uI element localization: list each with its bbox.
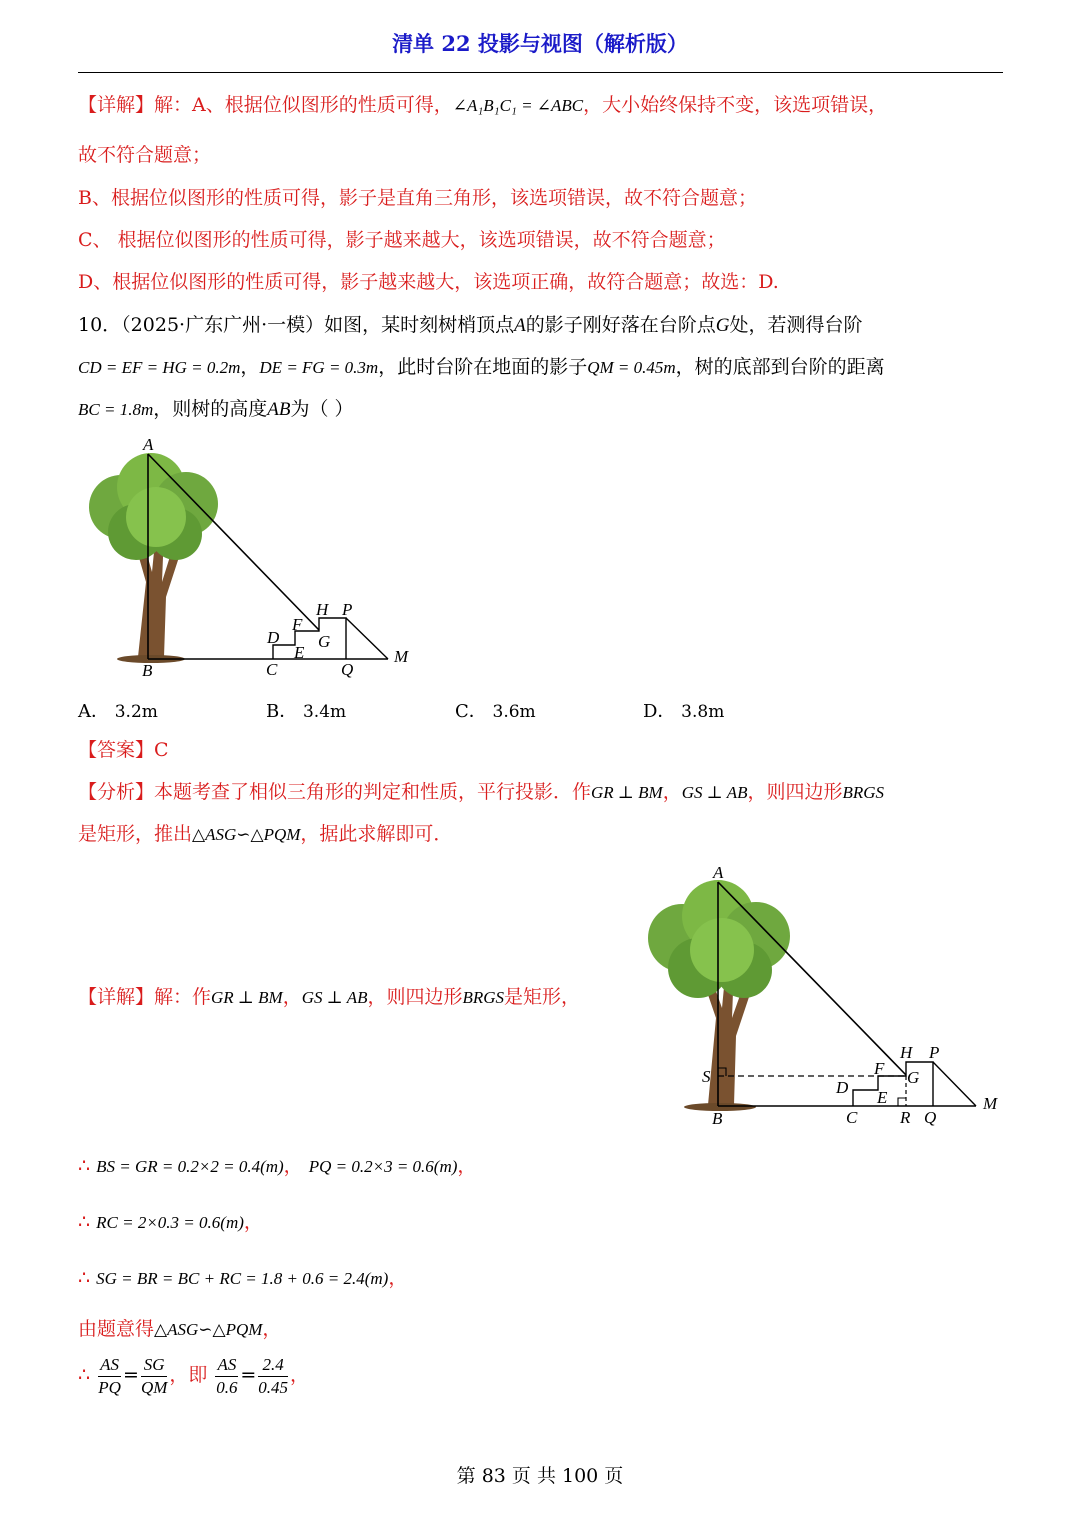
label2-C: C bbox=[846, 1108, 858, 1127]
answer-line: 【答案】C bbox=[78, 739, 169, 761]
label-F: F bbox=[292, 615, 303, 634]
label2-B: B bbox=[712, 1109, 723, 1128]
label-H: H bbox=[316, 600, 329, 619]
solution-step2: ∴ RC = 2×0.3 = 0.6(m)， bbox=[78, 1211, 263, 1233]
segment-PM-2 bbox=[933, 1062, 976, 1106]
label2-D: D bbox=[836, 1078, 849, 1097]
label-D: D bbox=[267, 628, 280, 647]
figure1-diagram bbox=[76, 432, 421, 682]
stairs-2 bbox=[853, 1062, 933, 1106]
label-E: E bbox=[294, 643, 305, 662]
label-C: C bbox=[266, 660, 278, 679]
prev-detail-line5: D、根据位似图形的性质可得，影子越来越大，该选项正确，故符合题意；故选：D. bbox=[78, 271, 779, 293]
question-line2: CD = EF = HG = 0.2m，DE = FG = 0.3m，此时台阶在地面的影子QM = 0.45m，树的底部到台阶的距离 bbox=[78, 356, 885, 378]
page-header-title: 清单 22 投影与视图（解析版） bbox=[392, 31, 688, 56]
solution-step5: ∴ $\frac{AS}{PQ}$ = $\frac{SG}{QM}$ ，即 $\frac{AS}{0.6}$ = $\frac{2.4}{0.45}$ ， bbox=[78, 1354, 310, 1397]
tree-illustration bbox=[89, 453, 218, 663]
label-G: G bbox=[318, 632, 331, 651]
label2-E: E bbox=[877, 1088, 888, 1107]
analysis-line2: 是矩形，推出△ASG∽△PQM，据此求解即可． bbox=[78, 823, 453, 845]
prev-detail-line2: 故不符合题意； bbox=[78, 144, 212, 166]
prev-detail-line3: B、根据位似图形的性质可得，影子是直角三角形，该选项错误，故不符合题意； bbox=[78, 187, 757, 209]
question-line3: BC = 1.8m，则树的高度AB为（ ） bbox=[78, 398, 354, 420]
label2-Q: Q bbox=[924, 1108, 937, 1127]
solution-step4: 由题意得△ASG∽△PQM， bbox=[78, 1318, 282, 1340]
figure2-diagram bbox=[640, 858, 1010, 1133]
option-c[interactable]: C． 3.6m bbox=[455, 701, 536, 722]
header-divider bbox=[78, 72, 1003, 73]
label-A: A bbox=[143, 435, 154, 454]
right-angle-R bbox=[898, 1098, 906, 1106]
label2-G: G bbox=[907, 1068, 920, 1087]
prev-detail-line4: C、 根据位似图形的性质可得，影子越来越大，该选项错误，故不符合题意； bbox=[78, 229, 726, 251]
analysis-line1: 【分析】本题考查了相似三角形的判定和性质，平行投影．作GR ⊥ BM，GS ⊥ AB，则四边形BRGS bbox=[78, 781, 885, 803]
solution-step1: ∴ BS = GR = 0.2×2 = 0.4(m)， PQ = 0.2×3 = 0.6(m)， bbox=[78, 1155, 477, 1177]
label2-R: R bbox=[900, 1108, 911, 1127]
label-P: P bbox=[342, 600, 353, 619]
option-a[interactable]: A． 3.2m bbox=[78, 701, 158, 722]
option-b[interactable]: B． 3.4m bbox=[266, 701, 347, 722]
stairs bbox=[273, 618, 346, 659]
segment-PM bbox=[346, 618, 388, 659]
label2-P: P bbox=[929, 1043, 940, 1062]
label2-S: S bbox=[702, 1067, 711, 1086]
fraction-AS-PQ: $\frac{AS}{PQ}$ bbox=[98, 1354, 121, 1397]
fraction-24-045: $\frac{2.4}{0.45}$ bbox=[258, 1354, 289, 1397]
solution-line1: 【详解】解：作GR ⊥ BM，GS ⊥ AB，则四边形BRGS是矩形， bbox=[78, 986, 581, 1008]
question-line1: 10．（2025·广东广州·一模）如图，某时刻树梢顶点A的影子刚好落在台阶点G处，若测得台阶 bbox=[78, 314, 863, 336]
label2-A: A bbox=[713, 863, 724, 882]
label-B: B bbox=[142, 661, 153, 680]
label2-M: M bbox=[983, 1094, 998, 1113]
label-M: M bbox=[394, 647, 409, 666]
label-Q: Q bbox=[341, 660, 354, 679]
label2-H: H bbox=[900, 1043, 913, 1062]
fraction-AS-06: $\frac{AS}{0.6}$ bbox=[216, 1354, 238, 1397]
prev-detail-line1: 【详解】解：A、根据位似图形的性质可得，∠A₁B₁C₁ = ∠ABC，大小始终保持不变，该选项错误， bbox=[78, 94, 888, 116]
fraction-SG-QM: $\frac{SG}{QM}$ bbox=[140, 1354, 168, 1397]
page-footer: 第 83 页 共 100 页 bbox=[456, 1465, 624, 1487]
option-d[interactable]: D． 3.8m bbox=[643, 701, 725, 722]
label2-F: F bbox=[874, 1059, 885, 1078]
solution-step3: ∴ SG = BR = BC + RC = 1.8 + 0.6 = 2.4(m)， bbox=[78, 1267, 408, 1289]
